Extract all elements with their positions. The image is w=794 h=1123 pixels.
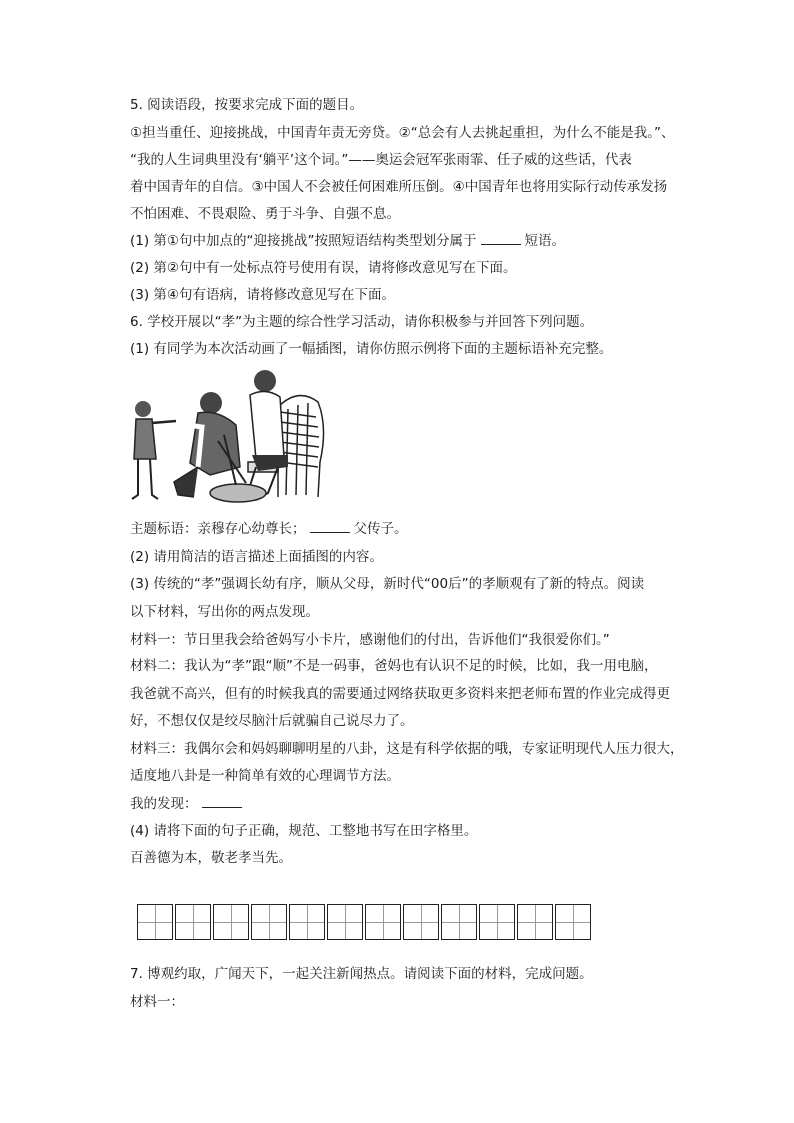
q5-sub1 (130, 232, 565, 250)
family-foot-washing-illustration (128, 367, 328, 507)
grid-cell[interactable] (555, 904, 591, 940)
grid-cell[interactable] (365, 904, 401, 940)
q5-passage-line-2: “我的人生词典里没有‘躺平’这个词。”——奥运会冠军张雨霏、任子威的这些话，代表 (130, 152, 632, 168)
q6-sub3-line-2: 以下材料，写出你的两点发现。 (130, 604, 319, 620)
grid-cell[interactable] (175, 904, 211, 940)
q6-slogan-text: 主题标语：亲穆存心幼尊长； (130, 521, 306, 537)
q7-title: 7. 博观约取，广闻天下，一起关注新闻热点。请阅读下面的材料，完成问题。 (130, 966, 593, 982)
answer-blank[interactable] (202, 795, 242, 808)
q5-sub1-text: (1) 第①句中加点的“迎接挑战”按照短语结构类型划分属于 (130, 233, 477, 249)
q6-discovery (130, 795, 246, 813)
answer-blank[interactable] (481, 232, 521, 245)
grid-cell[interactable] (251, 904, 287, 940)
q5-sub1-suffix: 短语。 (524, 233, 566, 249)
q6-discovery-label: 我的发现： (130, 796, 198, 812)
q6-sub2: (2) 请用简洁的语言描述上面插图的内容。 (130, 549, 383, 565)
grid-cell[interactable] (137, 904, 173, 940)
q6-title: 6. 学校开展以“孝”为主题的综合性学习活动，请你积极参与并回答下列问题。 (130, 314, 594, 330)
q5-sub3: (3) 第④句有语病，请将修改意见写在下面。 (130, 287, 396, 303)
q6-slogan (130, 520, 408, 538)
q6-material1: 材料一：节日里我会给爸妈写小卡片，感谢他们的付出，告诉他们“我很爱你们。” (130, 632, 610, 648)
q5-title: 5. 阅读语段，按要求完成下面的题目。 (130, 97, 364, 113)
q6-sub4: (4) 请将下面的句子正确，规范、工整地书写在田字格里。 (130, 823, 478, 839)
grid-cell[interactable] (289, 904, 325, 940)
q5-passage-line-4: 不怕困难、不畏艰险、勇于斗争、自强不息。 (130, 206, 400, 222)
q7-material1: 材料一： (130, 994, 184, 1010)
q6-material2-line-1: 材料二：我认为“孝”跟“顺”不是一码事，爸妈也有认识不足的时候，比如，我一用电脑， (130, 658, 658, 674)
q6-sub1: (1) 有同学为本次活动画了一幅插图，请你仿照示例将下面的主题标语补充完整。 (130, 341, 613, 357)
q6-material2-line-2: 我爸就不高兴，但有的时候我真的需要通过网络获取更多资料来把老师布置的作业完成得更 (130, 686, 670, 702)
grid-cell[interactable] (403, 904, 439, 940)
q6-sub3-line-1: (3) 传统的“孝”强调长幼有序，顺从父母，新时代“00后”的孝顺观有了新的特点。阅读 (130, 576, 645, 592)
grid-cell[interactable] (441, 904, 477, 940)
grid-cell[interactable] (517, 904, 553, 940)
q5-passage-line-1: ①担当重任、迎接挑战，中国青年责无旁贷。②“总会有人去挑起重担，为什么不能是我。”、 (130, 125, 675, 141)
grid-cell[interactable] (327, 904, 363, 940)
q5-passage-line-3: 着中国青年的自信。③中国人不会被任何困难所压倒。④中国青年也将用实际行动传承发扬 (130, 179, 668, 195)
q6-material3-line-1: 材料三：我偶尔会和妈妈聊聊明星的八卦，这是有科学依据的哦，专家证明现代人压力很大， (130, 741, 684, 757)
q6-slogan-suffix: 父传子。 (353, 521, 408, 537)
grid-cell[interactable] (479, 904, 515, 940)
q6-material3-line-2: 适度地八卦是一种简单有效的心理调节方法。 (130, 768, 400, 784)
q5-sub2: (2) 第②句中有一处标点符号使用有误，请将修改意见写在下面。 (130, 260, 517, 276)
answer-blank[interactable] (310, 520, 350, 533)
grid-cell[interactable] (213, 904, 249, 940)
q6-sentence: 百善德为本，敬老孝当先。 (130, 850, 292, 866)
tianzige-writing-grid[interactable] (137, 904, 591, 940)
q6-material2-line-3: 好，不想仅仅是绞尽脑汁后就骗自己说尽力了。 (130, 713, 414, 729)
